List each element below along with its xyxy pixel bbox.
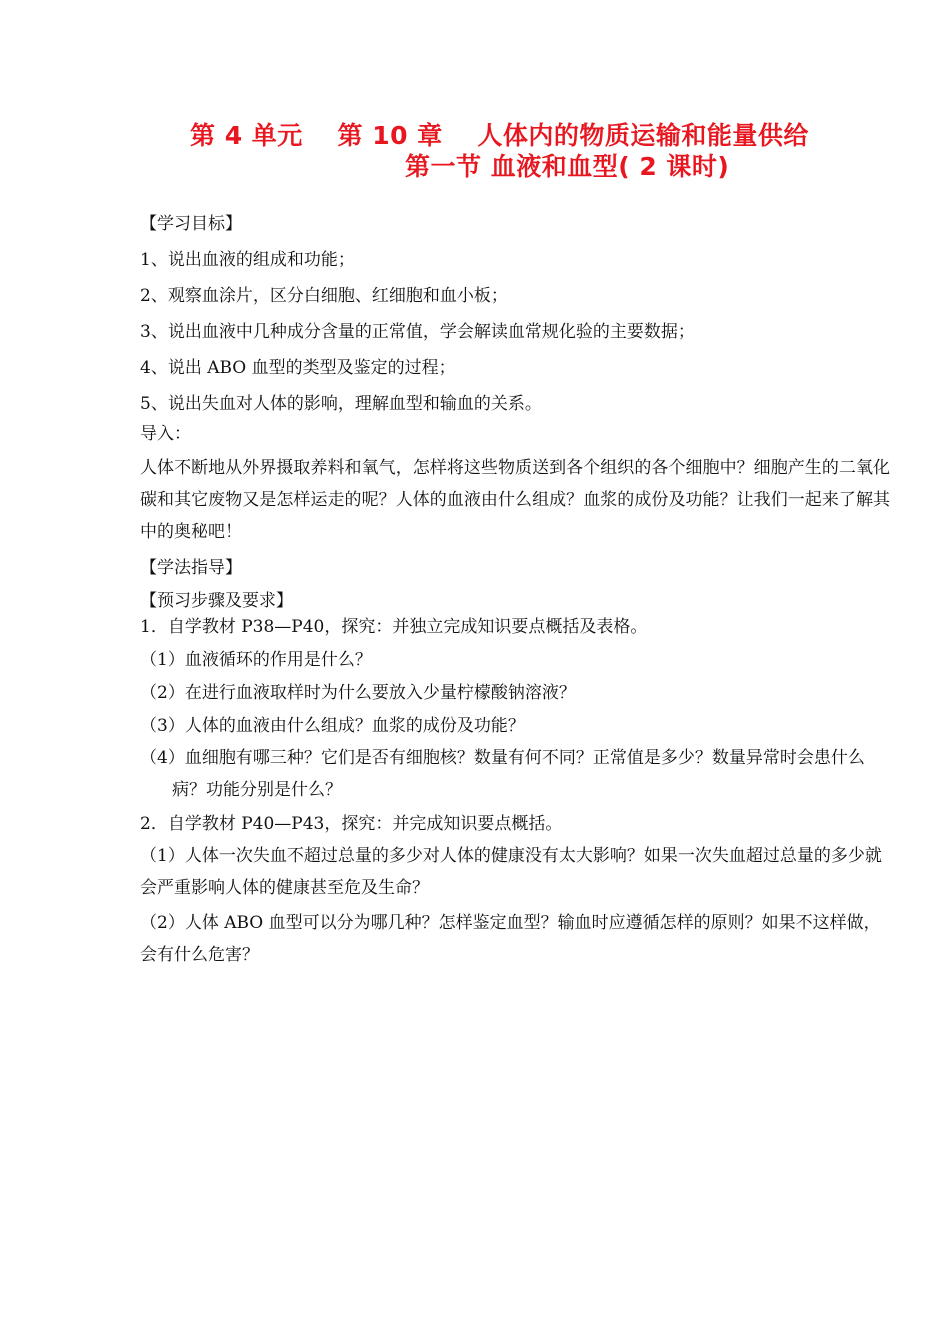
- method-heading: 【学法指导】: [140, 558, 242, 578]
- question-item: （3）人体的血液由什么组成？血浆的成份及功能？: [140, 716, 525, 736]
- objective-item: 2、观察血涂片，区分白细胞、红细胞和血小板；: [140, 286, 508, 306]
- question-item: （1）血液循环的作用是什么？: [140, 650, 372, 670]
- question-item: （2）在进行血液取样时为什么要放入少量柠檬酸钠溶液？: [140, 683, 576, 703]
- preview-step-2: 2．自学教材 P40—P43，探究：并完成知识要点概括。: [140, 814, 563, 834]
- objective-item: 5、说出失血对人体的影响，理解血型和输血的关系。: [140, 394, 542, 414]
- objective-item: 4、说出 ABO 血型的类型及鉴定的过程；: [140, 358, 456, 378]
- document-body: [140, 214, 890, 971]
- intro-paragraph: 人体不断地从外界摄取养料和氧气，怎样将这些物质送到各个组织的各个细胞中？细胞产生的二氧化碳和其它废物又是怎样运走的呢？人体的血液由什么组成？血浆的成份及功能？让我们一起来了解其中的奥秘吧！: [140, 458, 890, 542]
- question-item: （4）血细胞有哪三种？它们是否有细胞核？数量有何不同？正常值是多少？数量异常时会患什么病？功能分别是什么？: [140, 748, 865, 800]
- preview-heading: 【预习步骤及要求】: [140, 591, 293, 611]
- section-title: 第一节 血液和血型( 2 课时): [405, 152, 730, 181]
- question-item: （1）人体一次失血不超过总量的多少对人体的健康没有太大影响？如果一次失血超过总量的多少就会严重影响人体的健康甚至危及生命？: [140, 846, 882, 898]
- intro-heading: 导入：: [140, 424, 191, 444]
- objectives-heading: 【学习目标】: [140, 214, 242, 234]
- objective-item: 1、说出血液的组成和功能；: [140, 250, 355, 270]
- document-title: 第 4 单元 第 10 章 人体内的物质运输和能量供给: [190, 121, 809, 150]
- question-item: （2）人体 ABO 血型可以分为哪几种？怎样鉴定血型？输血时应遵循怎样的原则？如果不这样做，会有什么危害？: [140, 913, 881, 965]
- objective-item: 3、说出血液中几种成分含量的正常值，学会解读血常规化验的主要数据；: [140, 322, 695, 342]
- preview-step-1: 1．自学教材 P38—P40，探究：并独立完成知识要点概括及表格。: [140, 617, 648, 637]
